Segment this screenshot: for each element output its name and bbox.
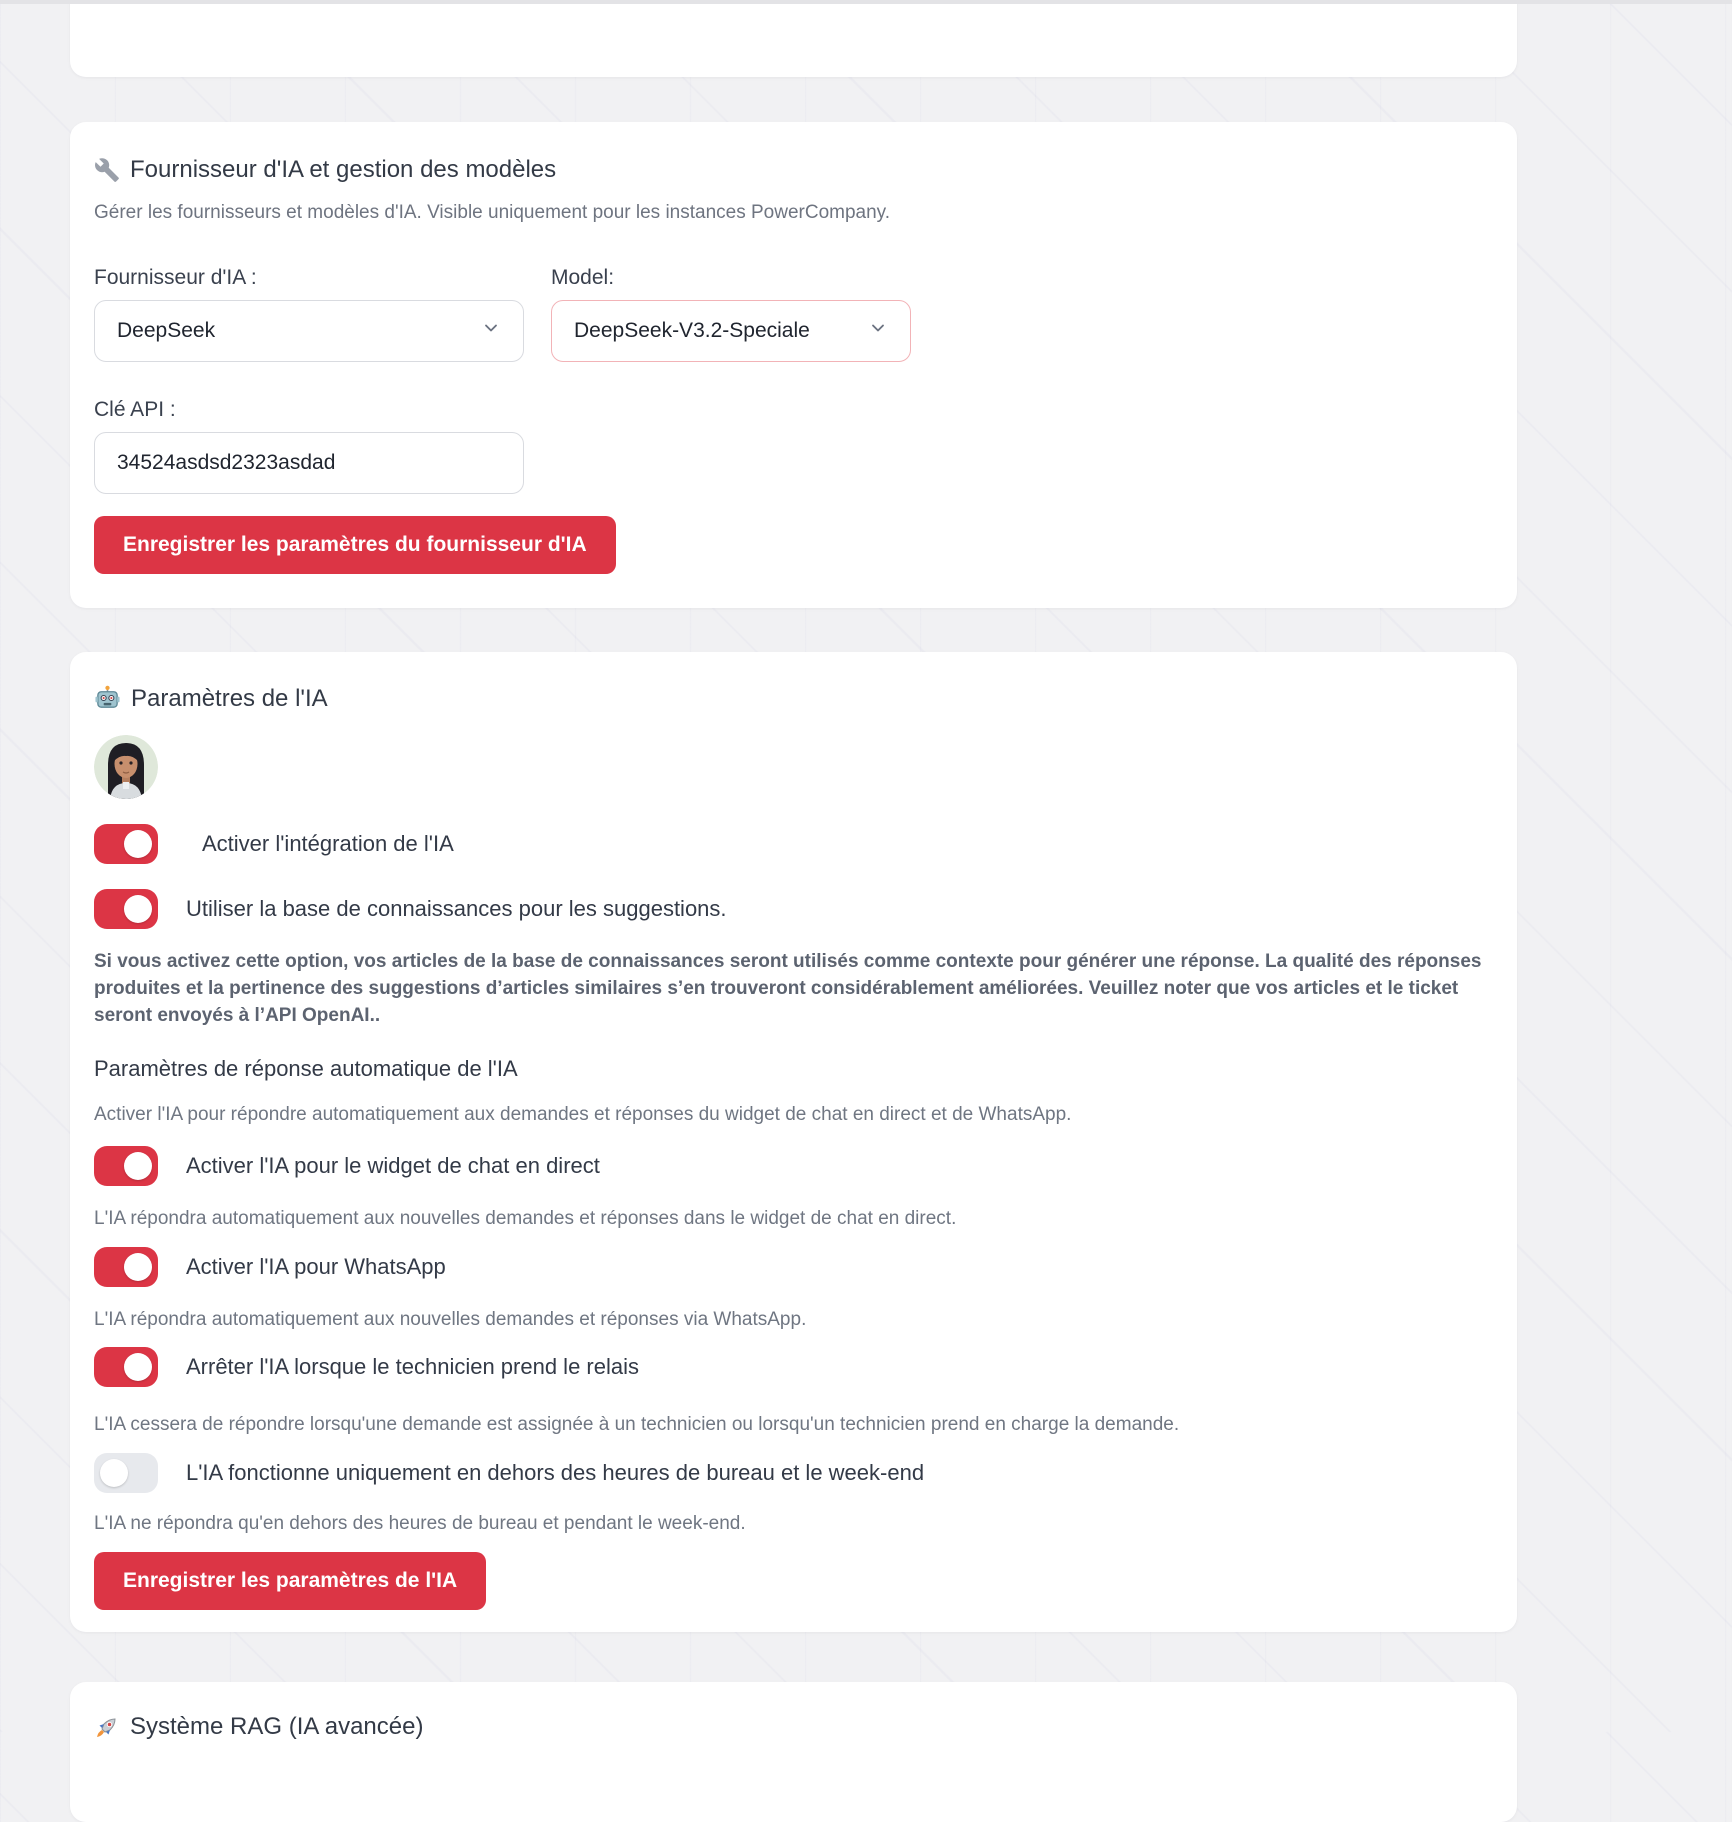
api-key-label: Clé API : xyxy=(94,398,176,421)
rag-card xyxy=(70,1682,1517,1822)
provider-select-label: Fournisseur d'IA : xyxy=(94,266,257,289)
ai-card-title-text: Paramètres de l'IA xyxy=(131,685,328,712)
save-ai-settings-button[interactable]: Enregistrer les paramètres de l'IA xyxy=(94,1552,486,1610)
rag-card-title xyxy=(94,1712,1493,1741)
model-field xyxy=(551,265,911,362)
chevron-down-icon xyxy=(868,318,888,344)
ai-settings-card xyxy=(70,652,1517,1632)
toggle-knob xyxy=(124,1253,152,1281)
top-card-partial xyxy=(70,0,1517,77)
model-select[interactable] xyxy=(551,300,911,362)
provider-card-subtitle: Gérer les fournisseurs et modèles d'IA. Visible uniquement pour les instances PowerCompany. xyxy=(94,202,891,223)
knowledge-base-toggle[interactable] xyxy=(94,889,158,929)
technician-takeover-description: L'IA cessera de répondre lorsqu'une demande est assignée à un technicien ou lorsqu'un technicien prend en charge la demande. xyxy=(94,1414,1180,1435)
wrench-icon xyxy=(94,157,120,183)
ai-integration-toggle[interactable] xyxy=(94,824,158,864)
auto-reply-heading: Paramètres de réponse automatique de l'IA xyxy=(94,1056,518,1081)
whatsapp-toggle[interactable] xyxy=(94,1247,158,1287)
toggle-row-live-chat xyxy=(94,1146,1493,1186)
provider-field xyxy=(94,265,524,362)
toggle-row-knowledge-base xyxy=(94,889,1493,929)
toggle-knob xyxy=(100,1459,128,1487)
save-provider-settings-button[interactable]: Enregistrer les paramètres du fournisseur d'IA xyxy=(94,516,616,574)
knowledge-base-note: Si vous activez cette option, vos articles de la base de connaissances seront utilisés comme contexte pour générer une réponse. La qualité des réponses produites et la pertinence des suggestions d’articles similaires s’en trouveront considérablement améliorées. Veuillez noter que vos articles et le ticket seront envoyés à l’API OpenAI.. xyxy=(94,951,1482,1026)
rag-card-title-text: Système RAG (IA avancée) xyxy=(130,1713,424,1740)
office-hours-toggle[interactable] xyxy=(94,1453,158,1493)
toggle-row-technician xyxy=(94,1347,1493,1387)
provider-card-title-text: Fournisseur d'IA et gestion des modèles xyxy=(130,156,557,183)
provider-model-row xyxy=(94,265,1493,362)
toggle-knob xyxy=(124,895,152,923)
auto-reply-description: Activer l'IA pour répondre automatiquement aux demandes et réponses du widget de chat en direct et de WhatsApp. xyxy=(94,1104,1072,1125)
live-chat-toggle-description: L'IA répondra automatiquement aux nouvelles demandes et réponses dans le widget de chat en direct. xyxy=(94,1208,957,1229)
model-select-label: Model: xyxy=(551,266,615,289)
provider-card-title xyxy=(94,155,1493,184)
robot-icon xyxy=(94,685,121,712)
api-key-field xyxy=(94,398,1493,494)
chevron-down-icon xyxy=(481,318,501,344)
live-chat-toggle[interactable] xyxy=(94,1146,158,1186)
whatsapp-toggle-description: L'IA répondra automatiquement aux nouvelles demandes et réponses via WhatsApp. xyxy=(94,1309,807,1330)
toggle-knob xyxy=(124,830,152,858)
technician-takeover-toggle[interactable] xyxy=(94,1347,158,1387)
ai-assistant-avatar xyxy=(94,735,158,799)
window-top-edge xyxy=(0,0,1732,4)
provider-card xyxy=(70,122,1517,608)
technician-takeover-toggle-label: Arrêter l'IA lorsque le technicien prend le relais xyxy=(186,1354,639,1379)
provider-select[interactable] xyxy=(94,300,524,362)
whatsapp-toggle-label: Activer l'IA pour WhatsApp xyxy=(186,1254,446,1279)
ai-card-title xyxy=(94,684,1493,713)
office-hours-description: L'IA ne répondra qu'en dehors des heures de bureau et pendant le week-end. xyxy=(94,1513,746,1534)
toggle-row-ai-integration xyxy=(94,824,1493,864)
toggle-row-office-hours xyxy=(94,1453,1493,1493)
provider-select-value: DeepSeek xyxy=(117,319,216,342)
toggle-row-whatsapp xyxy=(94,1247,1493,1287)
model-select-value: DeepSeek-V3.2-Speciale xyxy=(574,319,810,342)
toggle-knob xyxy=(124,1353,152,1381)
rocket-icon xyxy=(94,1714,120,1740)
live-chat-toggle-label: Activer l'IA pour le widget de chat en direct xyxy=(186,1153,600,1178)
api-key-input[interactable] xyxy=(94,432,524,494)
knowledge-base-toggle-label: Utiliser la base de connaissances pour les suggestions. xyxy=(186,896,727,921)
office-hours-toggle-label: L'IA fonctionne uniquement en dehors des heures de bureau et le week-end xyxy=(186,1460,925,1485)
ai-integration-toggle-label: Activer l'intégration de l'IA xyxy=(202,831,454,856)
toggle-knob xyxy=(124,1152,152,1180)
